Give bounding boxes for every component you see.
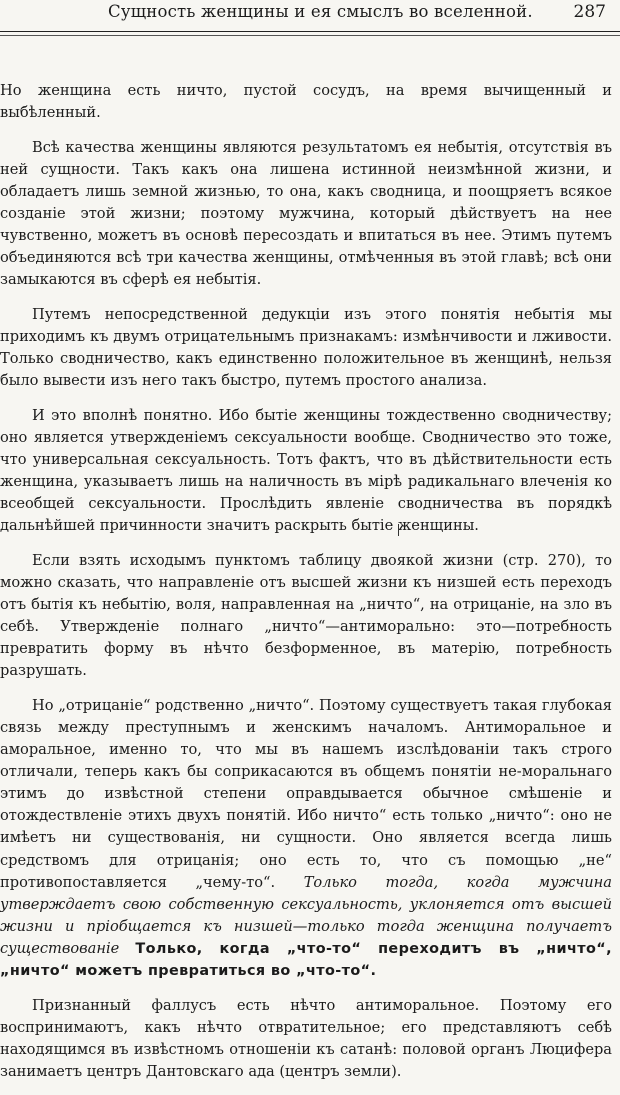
page-number: 287 (573, 2, 606, 22)
text-body (0, 80, 612, 1095)
header-rule-bottom (0, 35, 620, 36)
paragraph-1: Но женщина есть ничто, пустой сосудъ, на время вычищенный и выбѣленный. (0, 82, 612, 122)
paragraph-2: Всѣ качества женщины являются результатомъ ея небытія, отсутствія въ ней сущности. Такъ какъ она лишена истинной неизмѣнной жизни, и обладаетъ лишь земной жизнью, то она, какъ сводница, и поощряетъ всякое созданіе этой жизни; поэтому мужчина, который дѣйствуетъ на нее чувственно, можетъ въ основѣ пересоздать и впитаться въ нее. Этимъ путемъ объединяются всѣ три качества женщины, отмѣченныя въ этой главѣ; всѣ они замыкаются въ сферѣ ея небытія. (0, 138, 612, 289)
paragraph-7: Признанный фаллусъ есть нѣчто антиморальное. Поэтому его воспринимаютъ, какъ нѣчто отвратительное; его представляютъ себѣ находящимся въ извѣстномъ отношеніи къ сатанѣ: половой органъ Люцифера занимаетъ центръ Дантовскаго ада (центръ земли). (0, 996, 612, 1080)
paragraph-6 (0, 695, 612, 982)
paragraph-6-text: Но „отрицаніе“ родственно „ничто“. Поэтому существуетъ такая глубокая связь между преступнымъ и женскимъ началомъ. Антиморальное и аморальное, именно то, что мы въ нашемъ изслѣдованіи такъ строго отличали, теперь какъ бы соприкасаются въ общемъ понятіи не-моральнаго этимъ до извѣстной степени оправдывается обычное смѣшеніе и отождествленіе этихъ двухъ понятій. Ибо ничто“ есть только „ничто“: оно не имѣетъ ни существованія, ни сущности. Оно является всегда лишь средствомъ для отрицанія; оно есть то, что съ помощью „не“ противопоставляется „чему-то“. (0, 696, 612, 891)
paragraph-6-italic: Только тогда, когда мужчина утверждаетъ свою собственную сексуальность, уклоняется отъ высшей жизни и пріобщается къ низшей—только тогда женщина получаетъ существованіе (0, 873, 612, 957)
print-mark (398, 524, 400, 536)
paragraph-6-bold: Только, когда „что-то“ переходитъ въ „ничто“, „ничто“ можетъ превратиться во „что-то“. (0, 940, 612, 979)
paragraph-4: И это вполнѣ понятно. Ибо бытіе женщины тождественно сводничеству; оно является утвержденіемъ сексуальности вообще. Сводничество это тоже, что универсальная сексуальность. Тотъ фактъ, что въ дѣйствительности есть женщина, указываетъ лишь на наличность въ мірѣ радикальнаго влеченія ко всеобщей сексуальности. Прослѣдить явленіе сводничества въ порядкѣ дальнѣйшей причинности значитъ раскрыть бытіе женщины. (0, 406, 612, 535)
paragraph-3: Путемъ непосредственной дедукціи изъ этого понятія небытія мы приходимъ къ двумъ отрицательнымъ признакамъ: измѣнчивости и лживости. Только сводничество, какъ единственно положительное въ женщинѣ, нельзя было вывести изъ него такъ быстро, путемъ простого анализа. (0, 305, 612, 390)
header-title: Сущность женщины и ея смыслъ во вселенной. (108, 2, 533, 21)
paragraph-5: Если взять исходымъ пунктомъ таблицу двоякой жизни (стр. 270), то можно сказать, что направленіе отъ высшей жизни къ низшей есть переходъ отъ бытія къ небытію, воля, направленная на „ничто“, на отрицаніе, на зло въ себѣ. Утвержденіе полнаго „ничто“—антиморально: это—потребность превратить форму въ нѣчто безформенное, въ матерію, потребность разрушать. (0, 551, 612, 680)
running-header (108, 2, 610, 26)
header-rule-top (0, 31, 620, 32)
